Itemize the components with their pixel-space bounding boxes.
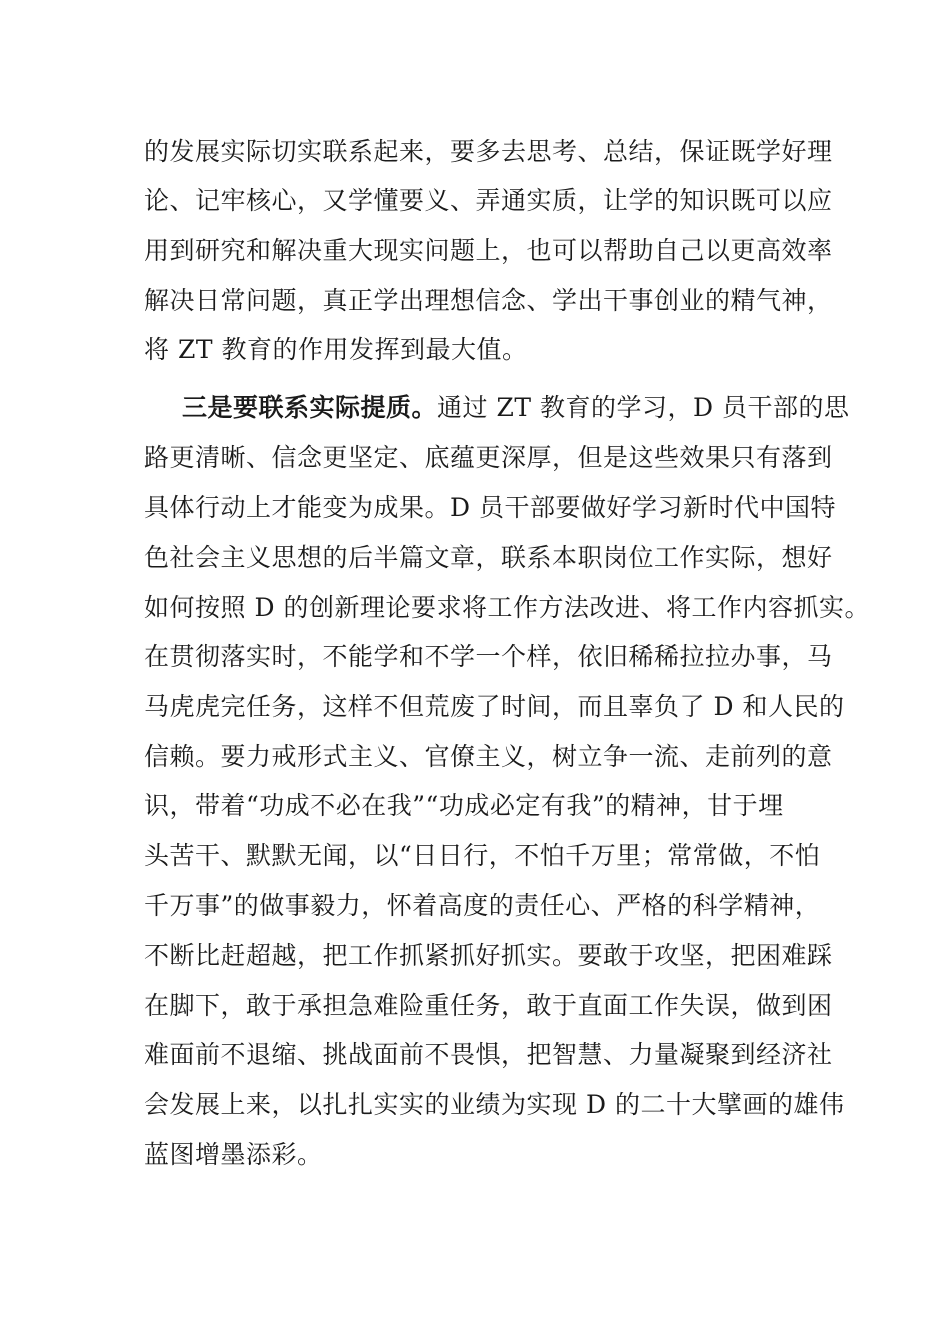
paragraph-line: 的发展实际切实联系起来，要多去思考、总结，保证既学好理 bbox=[144, 137, 833, 166]
paragraph-line: 将 ZT 教育的作用发挥到最大值。 bbox=[144, 335, 528, 364]
paragraph-line: 难面前不退缩、挑战面前不畏惧，把智慧、力量凝聚到经济社 bbox=[144, 1040, 833, 1069]
paragraph-line: 头苦干、默默无闻，以“日日行，不怕千万里；常常做，不怕 bbox=[144, 841, 821, 870]
paragraph-line: 千万事”的做事毅力，怀着高度的责任心、严格的科学精神， bbox=[144, 891, 821, 920]
paragraph-line: 不断比赶超越，把工作抓紧抓好抓实。要敢于攻坚，把困难踩 bbox=[144, 941, 833, 970]
paragraph-line: 在贯彻落实时，不能学和不学一个样，依旧稀稀拉拉办事，马 bbox=[144, 642, 833, 671]
paragraph-line: 论、记牢核心，又学懂要义、弄通实质，让学的知识既可以应 bbox=[144, 186, 833, 215]
paragraph-line: 会发展上来，以扎扎实实的业绩为实现 D 的二十大擘画的雄伟 bbox=[144, 1090, 845, 1119]
paragraph-line: 如何按照 D 的创新理论要求将工作方法改进、将工作内容抓实。 bbox=[144, 593, 870, 622]
paragraph-line: 用到研究和解决重大现实问题上，也可以帮助自己以更高效率 bbox=[144, 236, 833, 265]
paragraph-line: 马虎虎完任务，这样不但荒废了时间，而且辜负了 D 和人民的 bbox=[144, 692, 845, 721]
paragraph-line: 蓝图增墨添彩。 bbox=[144, 1140, 323, 1169]
paragraph-line: 识，带着“功成不必在我”“功成必定有我”的精神，甘于埋 bbox=[144, 791, 784, 820]
paragraph-line: 信赖。要力戒形式主义、官僚主义，树立争一流、走前列的意 bbox=[144, 742, 833, 771]
paragraph-first-line bbox=[182, 392, 850, 424]
paragraph-first-line-text: 通过 ZT 教育的学习，D 员干部的思 bbox=[437, 393, 850, 422]
paragraph-line: 具体行动上才能变为成果。D 员干部要做好学习新时代中国特 bbox=[144, 493, 836, 522]
paragraph-lead-heading: 三是要联系实际提质。 bbox=[182, 393, 438, 422]
paragraph-line: 路更清晰、信念更坚定、底蕴更深厚，但是这些效果只有落到 bbox=[144, 443, 833, 472]
paragraph-line: 解决日常问题，真正学出理想信念、学出干事创业的精气神， bbox=[144, 286, 833, 315]
paragraph-line: 在脚下，敢于承担急难险重任务，敢于直面工作失误，做到困 bbox=[144, 991, 833, 1020]
paragraph-line: 色社会主义思想的后半篇文章，联系本职岗位工作实际，想好 bbox=[144, 543, 833, 572]
